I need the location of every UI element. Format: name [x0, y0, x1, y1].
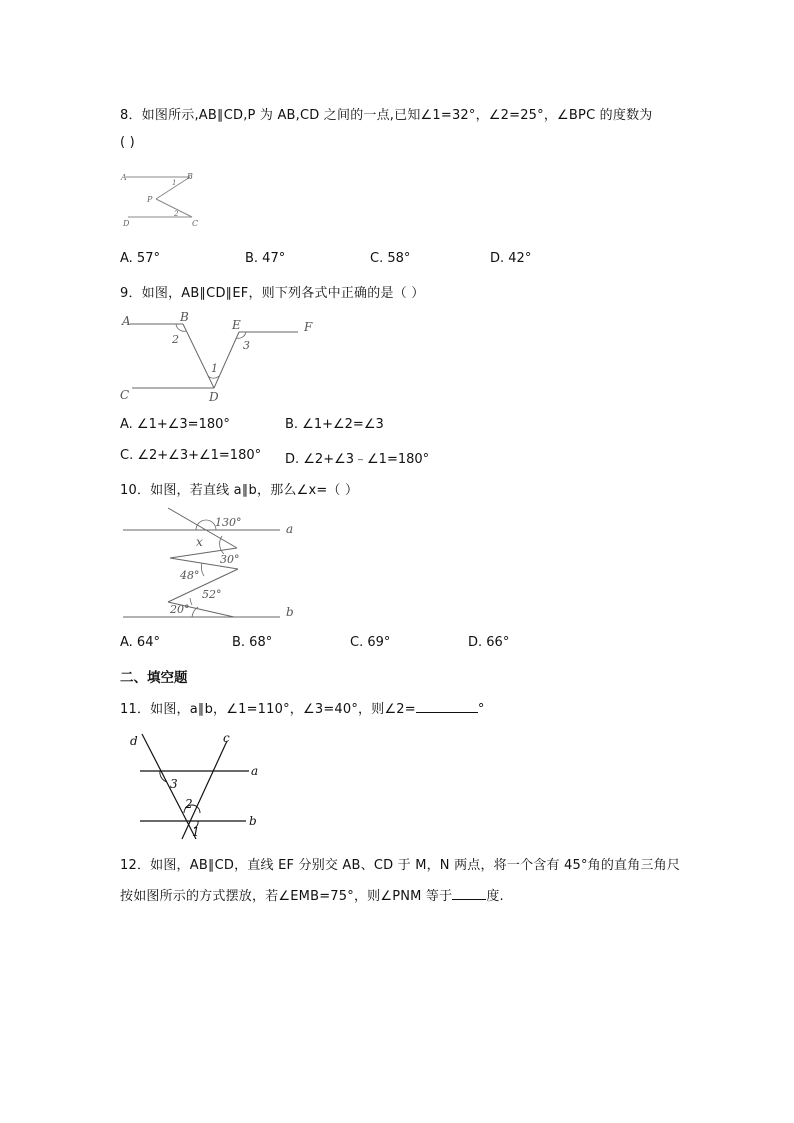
- q11-stem-text: 11．如图，a∥b，∠1=110°，∠3=40°，则∠2=: [120, 702, 416, 717]
- q8-option-c: C. 58°: [370, 251, 411, 266]
- q9-label-1: 1: [211, 362, 218, 375]
- q11-label-a: a: [251, 764, 259, 778]
- q8-label-B: B: [187, 172, 193, 181]
- q9-figure: [118, 312, 328, 408]
- q12-stem-text: 按如图所示的方式摆放，若∠EMB=75°，则∠PNM 等于: [120, 889, 453, 904]
- q8-label-A: A: [121, 173, 127, 182]
- q9-option-c: C. ∠2+∠3+∠1=180°: [120, 448, 262, 463]
- q12-stem-line2: [120, 885, 504, 904]
- q9-label-A: A: [122, 314, 131, 328]
- q11-label-b: b: [249, 814, 257, 828]
- q9-stem: 9．如图，AB∥CD∥EF，则下列各式中正确的是（ ）: [120, 286, 425, 301]
- q9-label-2: 2: [172, 333, 179, 346]
- q10-label-52: 52°: [202, 588, 222, 601]
- q8-label-C: C: [192, 219, 199, 228]
- q10-option-c: C. 69°: [350, 635, 391, 650]
- q11-label-2: 2: [185, 797, 193, 811]
- q8-answer-paren: ( ): [120, 135, 135, 150]
- q11-label-1: 1: [192, 825, 200, 839]
- q10-option-a: A. 64°: [120, 635, 160, 650]
- q8-label-D: D: [123, 219, 130, 228]
- q8-option-b: B. 47°: [245, 251, 286, 266]
- q8-label-2: 2: [174, 210, 179, 218]
- q9-label-C: C: [120, 388, 130, 402]
- q10-label-48: 48°: [180, 569, 200, 582]
- q11-label-d: d: [130, 734, 138, 748]
- q9-label-D: D: [209, 390, 219, 404]
- q11-label-c: c: [223, 731, 230, 745]
- q9-label-3: 3: [243, 339, 250, 352]
- q11-answer-blank[interactable]: [416, 700, 478, 713]
- q8-stem: 8．如图所示,AB∥CD,P 为 AB,CD 之间的一点,已知∠1=32°，∠2=25°，∠BPC 的度数为: [120, 108, 653, 123]
- q12-stem-line1: 12．如图，AB∥CD，直线 EF 分别交 AB、CD 于 M，N 两点，将一个含有 45°角的直角三角尺: [120, 858, 681, 873]
- q11-stem-unit: °: [477, 702, 485, 717]
- q12-stem-unit: 度.: [486, 889, 504, 904]
- q8-label-1: 1: [172, 179, 177, 187]
- q10-label-30: 30°: [220, 553, 240, 566]
- q9-label-E: E: [232, 318, 241, 332]
- q9-option-d: D. ∠2+∠3﹣∠1=180°: [285, 452, 430, 467]
- section-heading-fill-in: 二、填空题: [120, 670, 188, 686]
- q12-answer-blank[interactable]: [452, 887, 486, 900]
- q11-label-3: 3: [170, 777, 178, 791]
- q9-label-F: F: [304, 320, 313, 334]
- q9-option-b: B. ∠1+∠2=∠3: [285, 417, 384, 432]
- q10-figure: [118, 506, 303, 622]
- q8-option-a: A. 57°: [120, 251, 160, 266]
- q11-figure: [124, 728, 264, 844]
- q8-label-P: P: [147, 195, 153, 204]
- q9-label-B: B: [180, 312, 189, 324]
- q10-label-a: a: [286, 522, 294, 536]
- q9-option-a: A. ∠1+∠3=180°: [120, 417, 230, 432]
- q8-option-d: D. 42°: [490, 251, 532, 266]
- q10-option-d: D. 66°: [468, 635, 510, 650]
- q10-label-x: x: [196, 535, 203, 549]
- q8-figure: [118, 168, 208, 232]
- q10-option-b: B. 68°: [232, 635, 273, 650]
- q10-label-b: b: [286, 605, 294, 619]
- q10-stem: 10．如图，若直线 a∥b，那么∠x=（ ）: [120, 483, 359, 498]
- q11-stem: [120, 698, 485, 717]
- q10-label-130: 130°: [215, 516, 242, 529]
- q10-label-20: 20°: [170, 603, 190, 616]
